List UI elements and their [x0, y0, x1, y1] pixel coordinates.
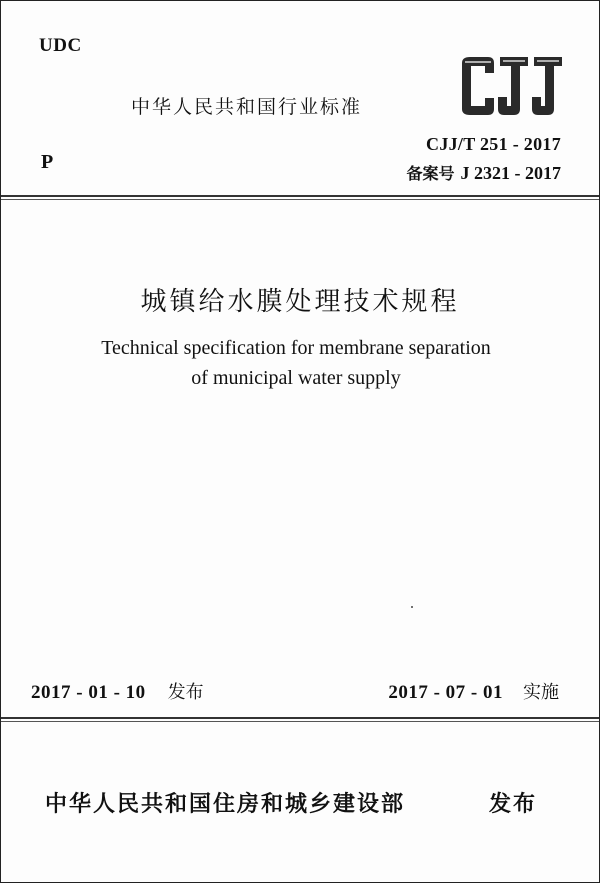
- logo-letter-j1: [498, 57, 528, 115]
- title-english-line1: Technical specification for membrane separation: [101, 337, 491, 359]
- title-english-line2: of municipal water supply: [191, 367, 401, 389]
- filing-label: 备案号: [406, 164, 455, 183]
- logo-letter-j2: [532, 57, 562, 115]
- issuing-ministry: 中华人民共和国住房和城乡建设部: [45, 792, 406, 817]
- top-divider: [1, 195, 599, 197]
- logo-letter-c: [462, 57, 494, 115]
- bottom-divider: [1, 717, 599, 719]
- issue-date-line: [31, 678, 204, 704]
- udc-label: UDC: [39, 35, 82, 56]
- industry-standard-heading: 中华人民共和国行业标准: [131, 96, 363, 118]
- standard-number: CJJ/T 251 - 2017: [426, 134, 561, 154]
- filing-record: [406, 161, 561, 184]
- bottom-divider-thin: [1, 721, 599, 722]
- effective-date-line: [388, 678, 559, 704]
- effective-date: 2017 - 07 - 01: [388, 682, 503, 703]
- filing-number: J 2321 - 2017: [460, 163, 561, 183]
- top-divider-thin: [1, 199, 599, 200]
- print-speck: [411, 606, 413, 608]
- cjj-logo: [456, 55, 566, 117]
- effective-word: 实施: [523, 682, 559, 703]
- issue-date: 2017 - 01 - 10: [31, 682, 146, 703]
- issue-word: 发布: [167, 682, 204, 703]
- classification-code: P: [41, 151, 54, 173]
- ministry-issue-word: 发布: [488, 792, 537, 817]
- title-chinese: 城镇给水膜处理技术规程: [140, 287, 460, 317]
